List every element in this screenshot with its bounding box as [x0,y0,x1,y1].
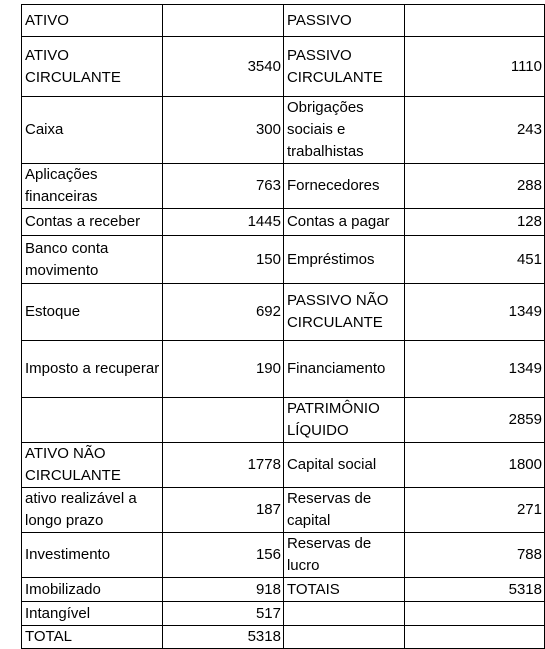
ativo-value: 517 [162,602,283,626]
table-row [22,97,545,164]
table-row [22,626,545,649]
ativo-header: ATIVO [22,5,163,37]
passivo-value: 271 [404,488,544,533]
balance-sheet-table [21,4,545,649]
ativo-label: Intangível [22,602,163,626]
passivo-label: Empréstimos [283,236,404,284]
passivo-value [404,602,544,626]
table-row [22,209,545,236]
ativo-value: 156 [162,533,283,578]
passivo-value: 1800 [404,443,544,488]
table-row [22,533,545,578]
ativo-label: ATIVO NÃO CIRCULANTE [22,443,163,488]
table-row [22,602,545,626]
passivo-label: Obrigações sociais e trabalhistas [283,97,404,164]
table-row [22,37,545,97]
ativo-label [22,398,163,443]
ativo-value: 1778 [162,443,283,488]
ativo-label: Aplicações financeiras [22,164,163,209]
passivo-label: PASSIVO NÃO CIRCULANTE [283,284,404,341]
ativo-header-value [162,5,283,37]
passivo-label: TOTAIS [283,578,404,602]
table-row [22,443,545,488]
ativo-label: ativo realizável a longo prazo [22,488,163,533]
passivo-label [283,626,404,649]
ativo-value: 187 [162,488,283,533]
ativo-value: 150 [162,236,283,284]
ativo-label: Estoque [22,284,163,341]
table-row [22,341,545,398]
passivo-value: 5318 [404,578,544,602]
passivo-label [283,602,404,626]
ativo-value: 5318 [162,626,283,649]
ativo-label: TOTAL [22,626,163,649]
ativo-label: Banco conta movimento [22,236,163,284]
ativo-value: 3540 [162,37,283,97]
ativo-value: 763 [162,164,283,209]
passivo-value: 288 [404,164,544,209]
passivo-label: Capital social [283,443,404,488]
ativo-value: 300 [162,97,283,164]
passivo-header: PASSIVO [283,5,404,37]
passivo-value: 451 [404,236,544,284]
table-row [22,284,545,341]
passivo-label: Fornecedores [283,164,404,209]
ativo-value: 190 [162,341,283,398]
table-row [22,164,545,209]
ativo-value: 918 [162,578,283,602]
passivo-label: Reservas de capital [283,488,404,533]
ativo-value: 1445 [162,209,283,236]
ativo-value: 692 [162,284,283,341]
ativo-label: Investimento [22,533,163,578]
passivo-header-value [404,5,544,37]
table-row [22,398,545,443]
passivo-value: 1349 [404,284,544,341]
passivo-value: 243 [404,97,544,164]
passivo-label: Reservas de lucro [283,533,404,578]
table-row [22,236,545,284]
passivo-value: 1349 [404,341,544,398]
table-row [22,578,545,602]
table-row [22,488,545,533]
header-row [22,5,545,37]
ativo-label: Contas a receber [22,209,163,236]
ativo-label: ATIVO CIRCULANTE [22,37,163,97]
passivo-value: 2859 [404,398,544,443]
passivo-label: PATRIMÔNIO LÍQUIDO [283,398,404,443]
ativo-label: Imobilizado [22,578,163,602]
ativo-label: Imposto a recuperar [22,341,163,398]
ativo-value [162,398,283,443]
passivo-value: 788 [404,533,544,578]
passivo-value [404,626,544,649]
ativo-label: Caixa [22,97,163,164]
passivo-label: Contas a pagar [283,209,404,236]
passivo-value: 1110 [404,37,544,97]
passivo-label: Financiamento [283,341,404,398]
passivo-value: 128 [404,209,544,236]
passivo-label: PASSIVO CIRCULANTE [283,37,404,97]
